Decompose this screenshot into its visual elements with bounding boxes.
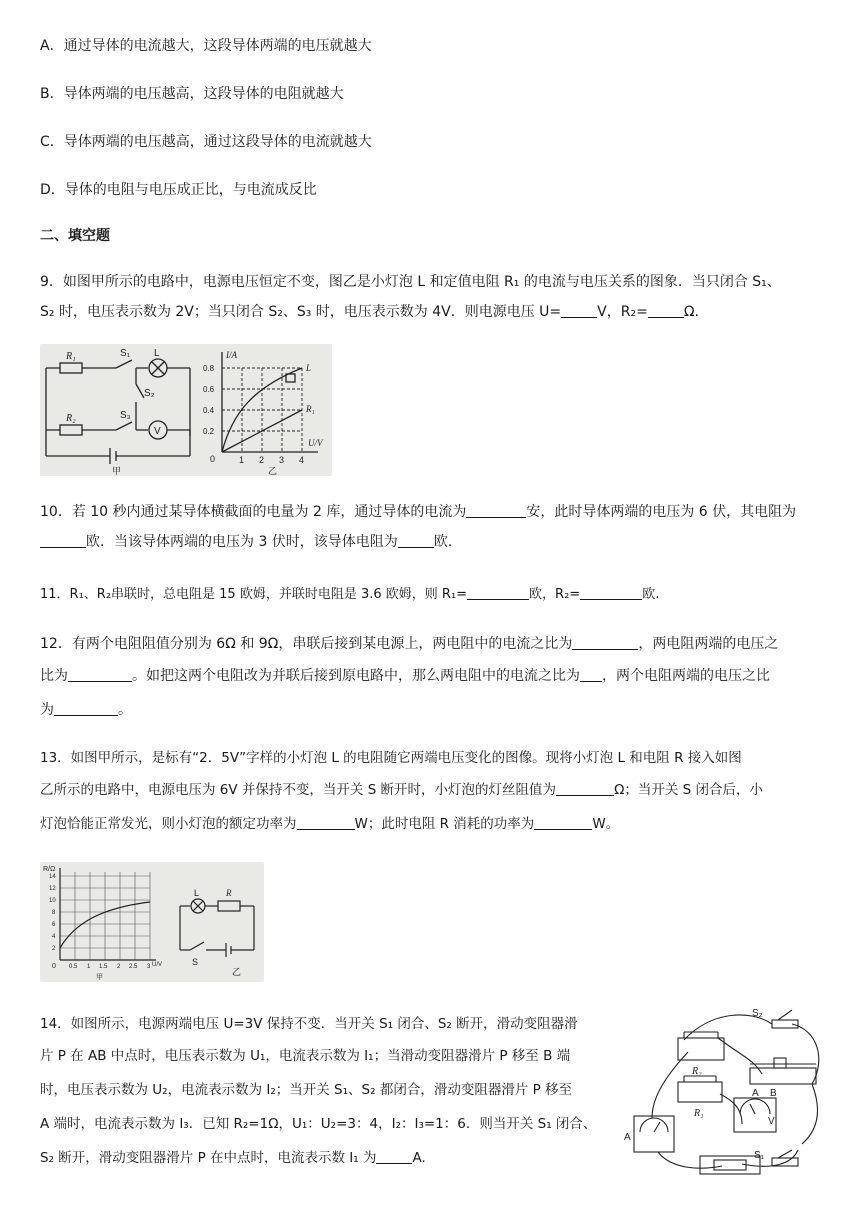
q13-label-switch: S xyxy=(192,957,199,967)
q13-graph-xtick: 3 xyxy=(147,964,151,970)
section-title: 二、填空题 xyxy=(40,228,110,244)
q12-line-1 xyxy=(40,634,778,654)
q13-graph-ytick: 4 xyxy=(52,934,56,940)
q13-graph-xtick: 0.5 xyxy=(69,964,78,970)
q13-graph-origin: 0 xyxy=(52,963,56,970)
q9-graph-origin: 0 xyxy=(210,454,216,464)
q9-graph-xlabel: U/V xyxy=(308,438,323,448)
q10-text-d: 欧. xyxy=(433,534,453,550)
q14-label-ammeter: A xyxy=(624,1132,631,1143)
q12-blank-4[interactable] xyxy=(54,700,118,716)
q9-label-jia: 甲 xyxy=(112,466,122,476)
q13-figure xyxy=(40,862,264,982)
q14-blank-current[interactable] xyxy=(376,1148,412,1164)
q12-text-b: ，两电阻两端的电压之 xyxy=(638,636,779,652)
option-d: D．导体的电阻与电压成正比，与电流成反比 xyxy=(40,182,317,198)
q13-graph-xtick: 2 xyxy=(117,964,121,970)
q12-line-3 xyxy=(40,700,132,720)
q9-label-lamp: L xyxy=(154,348,160,359)
q12-text-c: 比为 xyxy=(40,668,68,684)
q9-blank-voltage[interactable] xyxy=(561,302,597,318)
q13-text-d: W；此时电阻 R 消耗的功率为 xyxy=(354,816,535,832)
q9-figure-svg xyxy=(40,344,332,476)
q11-line xyxy=(40,584,659,605)
q9-graph-ytick: 0.6 xyxy=(203,385,215,394)
q9-blank-r2[interactable] xyxy=(648,302,684,318)
q10-blank-resistance[interactable] xyxy=(40,532,86,548)
q9-graph-yi: 乙 xyxy=(268,466,278,476)
q14-line-4: A 端时，电流表示数为 I₃．已知 R₂=1Ω，U₁：U₂=3：4，I₂：I₃=1：6．则当开关 S₁ 闭合、 xyxy=(40,1116,597,1132)
q9-graph-xtick: 4 xyxy=(299,455,305,465)
q14-text-b: A. xyxy=(412,1150,426,1166)
q9-graph-xtick: 1 xyxy=(239,455,245,465)
q13-line-3 xyxy=(40,814,619,834)
q9-line-2 xyxy=(40,302,699,322)
q9-graph-ylabel: I/A xyxy=(226,350,237,360)
q9-label-r2: R₂ xyxy=(66,413,76,424)
q14-line-3: 时，电压表示数为 U₂，电流表示数为 I₂；当开关 S₁、S₂ 都闭合，滑动变阻器滑片 P 移至 xyxy=(40,1082,573,1098)
q9-text-a: S₂ 时，电压表示数为 2V；当只闭合 S₂、S₃ 时，电压表示数为 4V．则电源电压 U= xyxy=(40,304,562,320)
q9-label-s2: S₂ xyxy=(144,388,155,399)
q12-text-a: 12．有两个电阻阻值分别为 6Ω 和 9Ω，串联后接到某电源上，两电阻中的电流之比为 xyxy=(40,636,573,652)
q12-text-f: 为 xyxy=(40,702,54,718)
q9-graph-ytick: 0.8 xyxy=(203,364,215,373)
q13-graph-ytick: 6 xyxy=(52,922,56,928)
q13-line-2 xyxy=(40,780,763,800)
q10-line-2 xyxy=(40,532,452,552)
q12-blank-3[interactable] xyxy=(580,666,602,682)
q13-line-1: 13．如图甲所示，是标有“2．5V”字样的小灯泡 L 的电阻随它两端电压变化的图像。现将小灯泡 L 和电阻 R 接入如图 xyxy=(40,750,742,766)
q14-label-s2: S₂ xyxy=(752,1008,763,1019)
q13-text-b: Ω；当开关 S 闭合后，小 xyxy=(614,782,764,798)
q13-label-lamp: L xyxy=(194,888,200,898)
q13-graph-jia: 甲 xyxy=(96,974,103,981)
q13-graph-ytick: 14 xyxy=(49,874,56,880)
q14-figure xyxy=(622,1000,832,1182)
q13-graph-ytick: 12 xyxy=(49,886,56,892)
q10-text-b: 安，此时导体两端的电压为 6 伏，其电阻为 xyxy=(526,504,797,520)
q9-label-r1: R₁ xyxy=(66,351,76,362)
q13-graph-ytick: 8 xyxy=(52,910,56,916)
q11-text-c: 欧. xyxy=(642,587,660,602)
option-b: B．导体两端的电压越高，这段导体的电阻就越大 xyxy=(40,86,344,102)
q12-text-e: ，两个电阻两端的电压之比 xyxy=(602,668,770,684)
q9-graph-ytick: 0.2 xyxy=(203,427,215,436)
q11-blank-r2[interactable] xyxy=(580,584,642,600)
q13-label-resistor: R xyxy=(226,888,232,898)
q13-blank-power-lamp[interactable] xyxy=(297,814,355,830)
q10-blank-resistance-2[interactable] xyxy=(398,532,434,548)
q13-graph-ytick: 2 xyxy=(52,946,56,952)
q13-graph-ylabel: R/Ω xyxy=(43,866,56,873)
q13-figure-svg xyxy=(40,862,264,982)
q10-text-c: 欧．当该导体两端的电压为 3 伏时，该导体电阻为 xyxy=(86,534,398,550)
q14-line-2: 片 P 在 AB 中点时，电压表示数为 U₁，电流表示数为 I₁；当滑动变阻器滑片 P 移至 B 端 xyxy=(40,1048,571,1064)
q9-label-voltmeter: V xyxy=(154,426,161,437)
q14-label-voltmeter: V xyxy=(768,1116,775,1127)
q13-graph-ytick: 10 xyxy=(49,898,56,904)
q12-blank-2[interactable] xyxy=(68,666,132,682)
q9-graph-curve-l: L xyxy=(306,363,312,373)
q14-label-a-end: A xyxy=(752,1088,759,1099)
q9-graph-xtick: 3 xyxy=(279,455,285,465)
q14-line-5 xyxy=(40,1148,426,1168)
q14-label-r1: R₁ xyxy=(694,1108,704,1119)
q13-label-yi: 乙 xyxy=(232,967,242,977)
q9-line-1: 9．如图甲所示的电路中，电源电压恒定不变，图乙是小灯泡 L 和定值电阻 R₁ 的电流与电压关系的图象．当只闭合 S₁、 xyxy=(40,274,781,290)
q10-blank-current[interactable] xyxy=(466,502,526,518)
q13-blank-power-r[interactable] xyxy=(534,814,592,830)
q14-label-b-end: B xyxy=(770,1088,777,1099)
q10-text-a: 10．若 10 秒内通过某导体横截面的电量为 2 库，通过导体的电流为 xyxy=(40,504,467,520)
q14-text-a: S₂ 断开，滑动变阻器滑片 P 在中点时，电流表示数 I₁ 为 xyxy=(40,1150,377,1166)
option-c: C．导体两端的电压越高，通过这段导体的电流就越大 xyxy=(40,134,372,150)
q11-text-b: 欧，R₂= xyxy=(529,587,581,602)
q13-text-c: 灯泡恰能正常发光，则小灯泡的额定功率为 xyxy=(40,816,297,832)
q13-graph-xtick: 2.5 xyxy=(129,964,138,970)
q14-line-1: 14．如图所示，电源两端电压 U=3V 保持不变．当开关 S₁ 闭合、S₂ 断开，滑动变阻器滑 xyxy=(40,1016,578,1032)
q13-blank-resistance[interactable] xyxy=(556,780,614,796)
q9-label-s3: S₃ xyxy=(120,410,131,421)
q9-graph-ytick: 0.4 xyxy=(203,406,215,415)
q10-line-1 xyxy=(40,502,796,522)
q13-graph-xtick: 1 xyxy=(87,964,91,970)
q12-line-2 xyxy=(40,666,770,686)
q13-text-e: W。 xyxy=(592,816,620,832)
q12-text-g: 。 xyxy=(118,702,132,718)
q9-graph-xtick: 2 xyxy=(259,455,265,465)
q9-text-c: Ω. xyxy=(683,304,699,320)
q12-text-d: 。如把这两个电阻改为并联后接到原电路中，那么两电阻中的电流之比为 xyxy=(132,668,580,684)
option-a: A．通过导体的电流越大，这段导体两端的电压就越大 xyxy=(40,38,372,54)
q13-text-a: 乙所示的电路中，电源电压为 6V 并保持不变，当开关 S 断开时，小灯泡的灯丝阻值为 xyxy=(40,782,557,798)
q14-label-s1: S₁ xyxy=(754,1150,765,1161)
q9-label-s1: S₁ xyxy=(120,348,131,359)
q9-graph-curve-r1: R₁ xyxy=(306,404,315,414)
q11-blank-r1[interactable] xyxy=(467,584,529,600)
q14-label-r2: R₂ xyxy=(692,1066,702,1077)
q9-figure xyxy=(40,344,332,476)
q13-graph-xtick: 1.5 xyxy=(99,964,108,970)
q13-graph-xlabel: U/V xyxy=(152,962,163,968)
q12-blank-1[interactable] xyxy=(572,634,638,650)
q11-text-a: 11．R₁、R₂串联时，总电阻是 15 欧姆，并联时电阻是 3.6 欧姆，则 R₁= xyxy=(40,587,468,602)
q9-text-b: V，R₂= xyxy=(597,304,648,320)
q14-figure-svg xyxy=(622,1000,832,1182)
